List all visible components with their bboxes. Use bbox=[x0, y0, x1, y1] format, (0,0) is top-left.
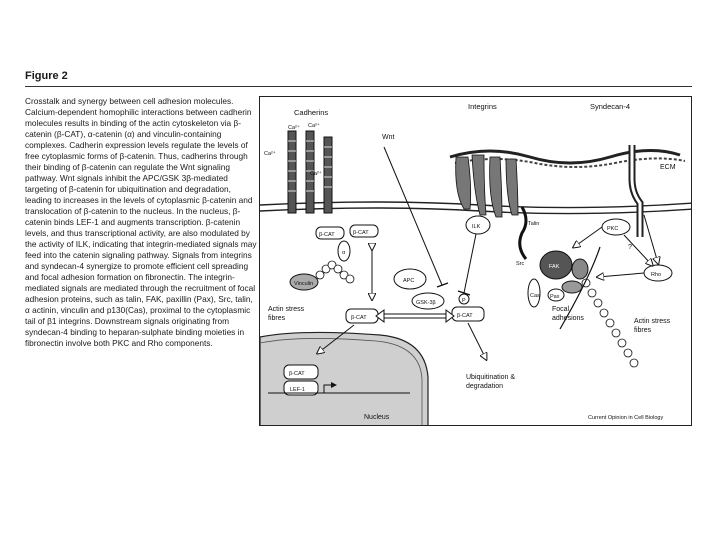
ubiquitination-arrow bbox=[468, 323, 486, 359]
label-credit: Current Opinion in Cell Biology bbox=[588, 415, 664, 421]
actin-chain-right bbox=[582, 279, 638, 367]
label-p: P bbox=[462, 298, 466, 304]
label-focal: Focal bbox=[552, 306, 570, 313]
wnt-arrow bbox=[384, 147, 442, 285]
figure-caption: Crosstalk and synergy between cell adhesion molecules. Calcium-dependent homophilic interactions between cadherin molecules results in binding of the actin cytoskeleton via β-catenin (β-CAT), α-catenin (α) and vinculin-containing complexes. Cadherin expression levels regulate the levels of free cytoplasmic forms of β-catenin. Thus, cadherins through their binding of β-catenin can regulate the Wnt signaling pathway. Wnt signals inhibit the APC/GSK 3β-mediated targeting of β-catenin for ubiquitination and degradation, leading to increases in the levels of cytoplasmic β-catenin and translocation of β-catenin to the nucleus. In the nucleus, β-catenin binds LEF-1 and augments transcription. β-catenin levels, and thus transcriptional activity, are also modulated by the activity of ILK, indicating that integrin-mediated signals may feed into the catenin signaling pathway. Signals from integrins and syndecan-4 synergize to promote efficient cell spreading and focal adhesion formation on fibronectin. The integrin-mediated signals are mediated through the recruitment of focal adhesion proteins, such as talin, FAK, paxillin (Pax), Src, talin, α actinin, vinculin and p130(Cas), proximal to the cytoplasmic tail of β1 integrins. Downstream signals originating from syndecan-4 binding to heparan-sulphate binding moieties in fibronectin involve both PKC and Rho components. bbox=[25, 96, 257, 349]
pkc-fak-arrow bbox=[574, 227, 602, 247]
diagram-svg bbox=[260, 97, 692, 426]
label-question: ? bbox=[628, 244, 632, 251]
rho-actin-arrow bbox=[598, 273, 644, 277]
label-cas: Cas bbox=[530, 293, 540, 299]
label-cadherins: Cadherins bbox=[294, 108, 329, 117]
label-bcat: β-CAT bbox=[289, 371, 305, 377]
label-actin-left: Actin stress bbox=[268, 306, 305, 313]
talin bbox=[520, 207, 526, 259]
label-rho: Rho bbox=[651, 272, 662, 278]
label-bcat: β-CAT bbox=[353, 230, 369, 236]
label-ubiq-2: degradation bbox=[466, 383, 503, 390]
focal-protein bbox=[572, 259, 588, 279]
label-src: Src bbox=[516, 261, 525, 267]
label-pkc: PKC bbox=[607, 226, 619, 232]
label-actin-left-2: fibres bbox=[268, 315, 286, 322]
label-integrins: Integrins bbox=[468, 102, 497, 111]
signaling-diagram bbox=[259, 96, 692, 426]
label-vinculin: Vinculin bbox=[294, 281, 314, 287]
label-apc: APC bbox=[403, 278, 415, 284]
label-gsk: GSK-3β bbox=[416, 300, 436, 306]
label-alpha: α bbox=[342, 250, 346, 256]
label-ca: Ca²⁺ bbox=[288, 125, 300, 131]
label-bcat: β-CAT bbox=[457, 313, 473, 319]
label-bcat: β-CAT bbox=[351, 315, 367, 321]
label-actin-right: Actin stress bbox=[634, 318, 671, 325]
ilk-line bbox=[464, 234, 476, 293]
integrin-cluster bbox=[456, 155, 518, 217]
focal-protein bbox=[562, 281, 582, 293]
label-actin-right-2: fibres bbox=[634, 327, 652, 334]
label-ca: Ca²⁺ bbox=[264, 151, 276, 157]
label-ca: Ca²⁺ bbox=[308, 123, 320, 129]
label-lef: LEF-1 bbox=[290, 387, 305, 393]
nucleus bbox=[260, 332, 428, 426]
figure-title: Figure 2 bbox=[25, 70, 68, 82]
label-nucleus: Nucleus bbox=[364, 414, 390, 421]
label-ecm: ECM bbox=[660, 164, 676, 171]
label-ilk: ILK bbox=[472, 224, 481, 230]
syndecan-rho-arrow bbox=[644, 215, 658, 263]
actin-chain-left bbox=[316, 261, 354, 283]
label-bcat: β-CAT bbox=[319, 232, 335, 238]
label-talin: Talin bbox=[528, 221, 540, 227]
label-fak: FAK bbox=[549, 264, 560, 270]
label-ubiq: Ubiquitination & bbox=[466, 374, 516, 381]
ecm-fibre bbox=[450, 150, 680, 163]
label-focal-2: adhesions bbox=[552, 315, 584, 322]
label-wnt: Wnt bbox=[382, 134, 395, 141]
label-ca: Ca²⁺ bbox=[310, 171, 322, 177]
label-pax: Pax bbox=[550, 294, 560, 300]
label-syndecan: Syndecan-4 bbox=[590, 102, 631, 111]
title-rule bbox=[25, 86, 692, 87]
wnt-inhibit-bar bbox=[437, 283, 448, 287]
